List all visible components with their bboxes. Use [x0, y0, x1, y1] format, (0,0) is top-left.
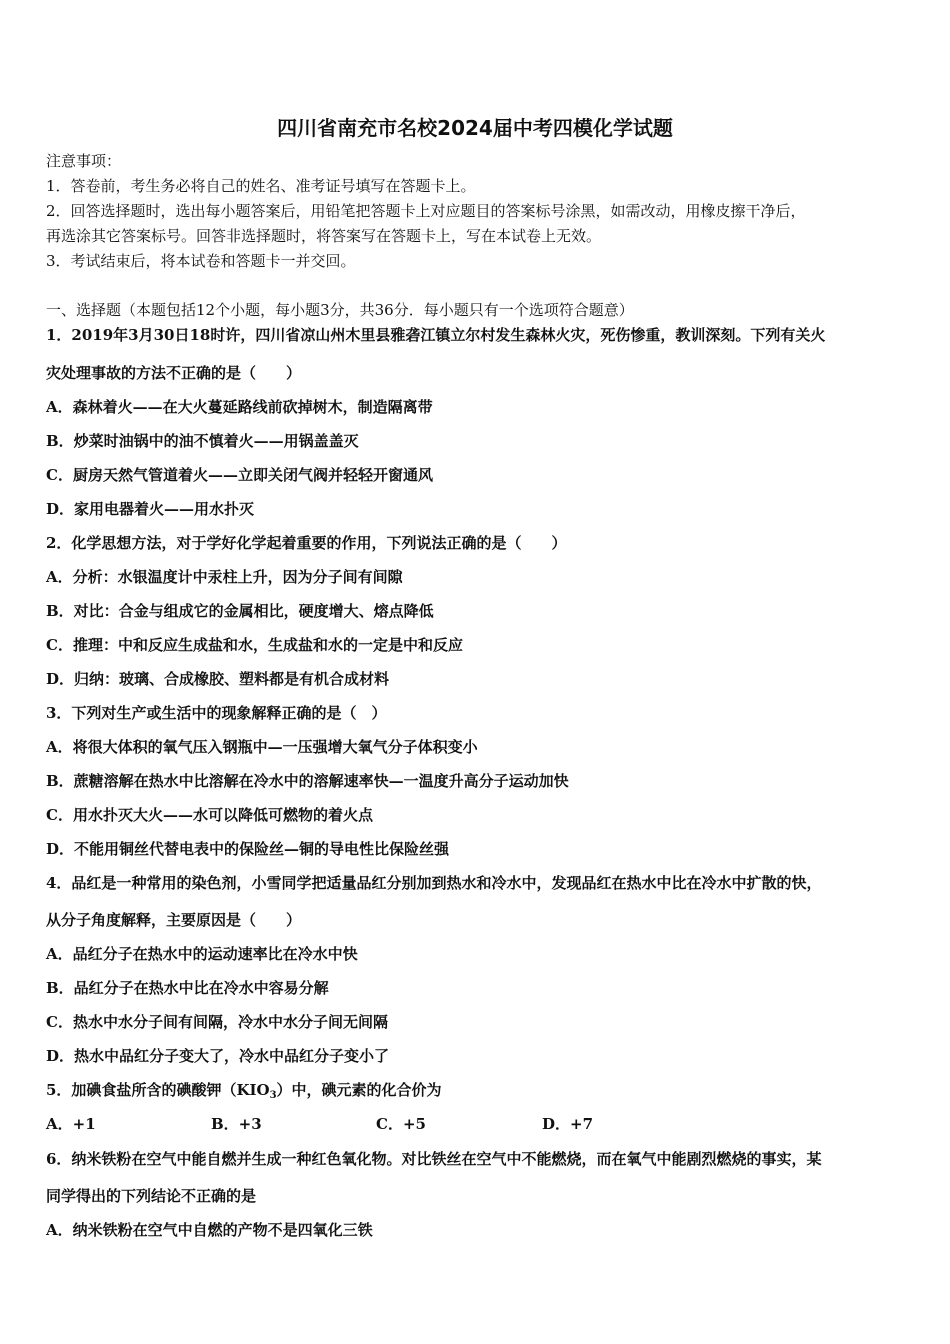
question-5-option-b: B．+3 — [211, 1115, 262, 1133]
question-1-stem-cont: 灾处理事故的方法不正确的是（ ） — [46, 364, 302, 382]
notice-item: 再选涂其它答案标号。回答非选择题时，将答案写在答题卡上，写在本试卷上无效。 — [46, 227, 602, 245]
question-4-stem: 4．品红是一种常用的染色剂，小雪同学把适量品红分别加到热水和冷水中，发现品红在热水中比在冷水中扩散的快， — [46, 874, 822, 892]
question-4-option-b: B．品红分子在热水中比在冷水中容易分解 — [46, 979, 329, 997]
question-3-option-b: B．蔗糖溶解在热水中比溶解在冷水中的溶解速率快—一温度升高分子运动加快 — [46, 772, 569, 790]
question-5-option-a: A．+1 — [46, 1115, 96, 1133]
question-6-stem-cont: 同学得出的下列结论不正确的是 — [46, 1187, 257, 1205]
section-heading: 一、选择题（本题包括12个小题，每小题3分，共36分．每小题只有一个选项符合题意） — [46, 301, 634, 319]
notice-item: 2．回答选择题时，选出每小题答案后，用铅笔把答题卡上对应题目的答案标号涂黑，如需改动，用橡皮擦干净后， — [46, 202, 806, 220]
question-2-option-c: C．推理：中和反应生成盐和水，生成盐和水的一定是中和反应 — [46, 636, 463, 654]
question-6-stem: 6．纳米铁粉在空气中能自燃并生成一种红色氧化物。对比铁丝在空气中不能燃烧，而在氧气中能剧烈燃烧的事实，某 — [46, 1150, 822, 1168]
question-5-stem — [46, 1080, 442, 1106]
question-5-stem-text-end: ）中，碘元素的化合价为 — [276, 1081, 442, 1099]
page-title: 四川省南充市名校2024届中考四模化学试题 — [277, 116, 673, 140]
question-2-stem: 2．化学思想方法，对于学好化学起着重要的作用，下列说法正确的是（ ） — [46, 534, 567, 552]
question-5-subscript: 3 — [269, 1090, 277, 1101]
question-1-stem: 1．2019年3月30日18时许，四川省凉山州木里县雅砻江镇立尔村发生森林火灾，死伤惨重，教训深刻。下列有关火 — [46, 326, 826, 344]
notice-item: 1．答卷前，考生务必将自己的姓名、准考证号填写在答题卡上。 — [46, 177, 476, 195]
question-1-option-c: C．厨房天然气管道着火——立即关闭气阀并轻轻开窗通风 — [46, 466, 433, 484]
question-4-option-c: C．热水中水分子间有间隔，冷水中水分子间无间隔 — [46, 1013, 388, 1031]
question-5-option-d: D．+7 — [542, 1115, 594, 1133]
question-1-option-d: D．家用电器着火——用水扑灭 — [46, 500, 255, 518]
question-2-option-a: A．分析：水银温度计中汞柱上升，因为分子间有间隙 — [46, 568, 403, 586]
question-6-option-a: A．纳米铁粉在空气中自燃的产物不是四氧化三铁 — [46, 1221, 373, 1239]
notice-heading: 注意事项： — [46, 152, 122, 170]
question-1-option-b: B．炒菜时油锅中的油不慎着火——用锅盖盖灭 — [46, 432, 359, 450]
question-4-option-d: D．热水中品红分子变大了，冷水中品红分子变小了 — [46, 1047, 390, 1065]
question-1-option-a: A．森林着火——在大火蔓延路线前砍掉树木，制造隔离带 — [46, 398, 433, 416]
question-2-option-d: D．归纳：玻璃、合成橡胶、塑料都是有机合成材料 — [46, 670, 390, 688]
question-3-option-a: A．将很大体积的氧气压入钢瓶中—一压强增大氧气分子体积变小 — [46, 738, 478, 756]
question-3-option-c: C．用水扑灭大火——水可以降低可燃物的着火点 — [46, 806, 373, 824]
question-5-option-c: C．+5 — [376, 1115, 426, 1133]
question-3-option-d: D．不能用铜丝代替电表中的保险丝—铜的导电性比保险丝强 — [46, 840, 450, 858]
question-3-stem: 3．下列对生产或生活中的现象解释正确的是（ ） — [46, 704, 387, 722]
question-4-stem-cont: 从分子角度解释，主要原因是（ ） — [46, 911, 302, 929]
question-2-option-b: B．对比：合金与组成它的金属相比，硬度增大、熔点降低 — [46, 602, 434, 620]
question-5-stem-text: 5．加碘食盐所含的碘酸钾（KIO — [46, 1081, 270, 1099]
question-4-option-a: A．品红分子在热水中的运动速率比在冷水中快 — [46, 945, 358, 963]
notice-item: 3．考试结束后，将本试卷和答题卡一并交回。 — [46, 252, 356, 270]
question-5-options — [46, 1114, 906, 1134]
